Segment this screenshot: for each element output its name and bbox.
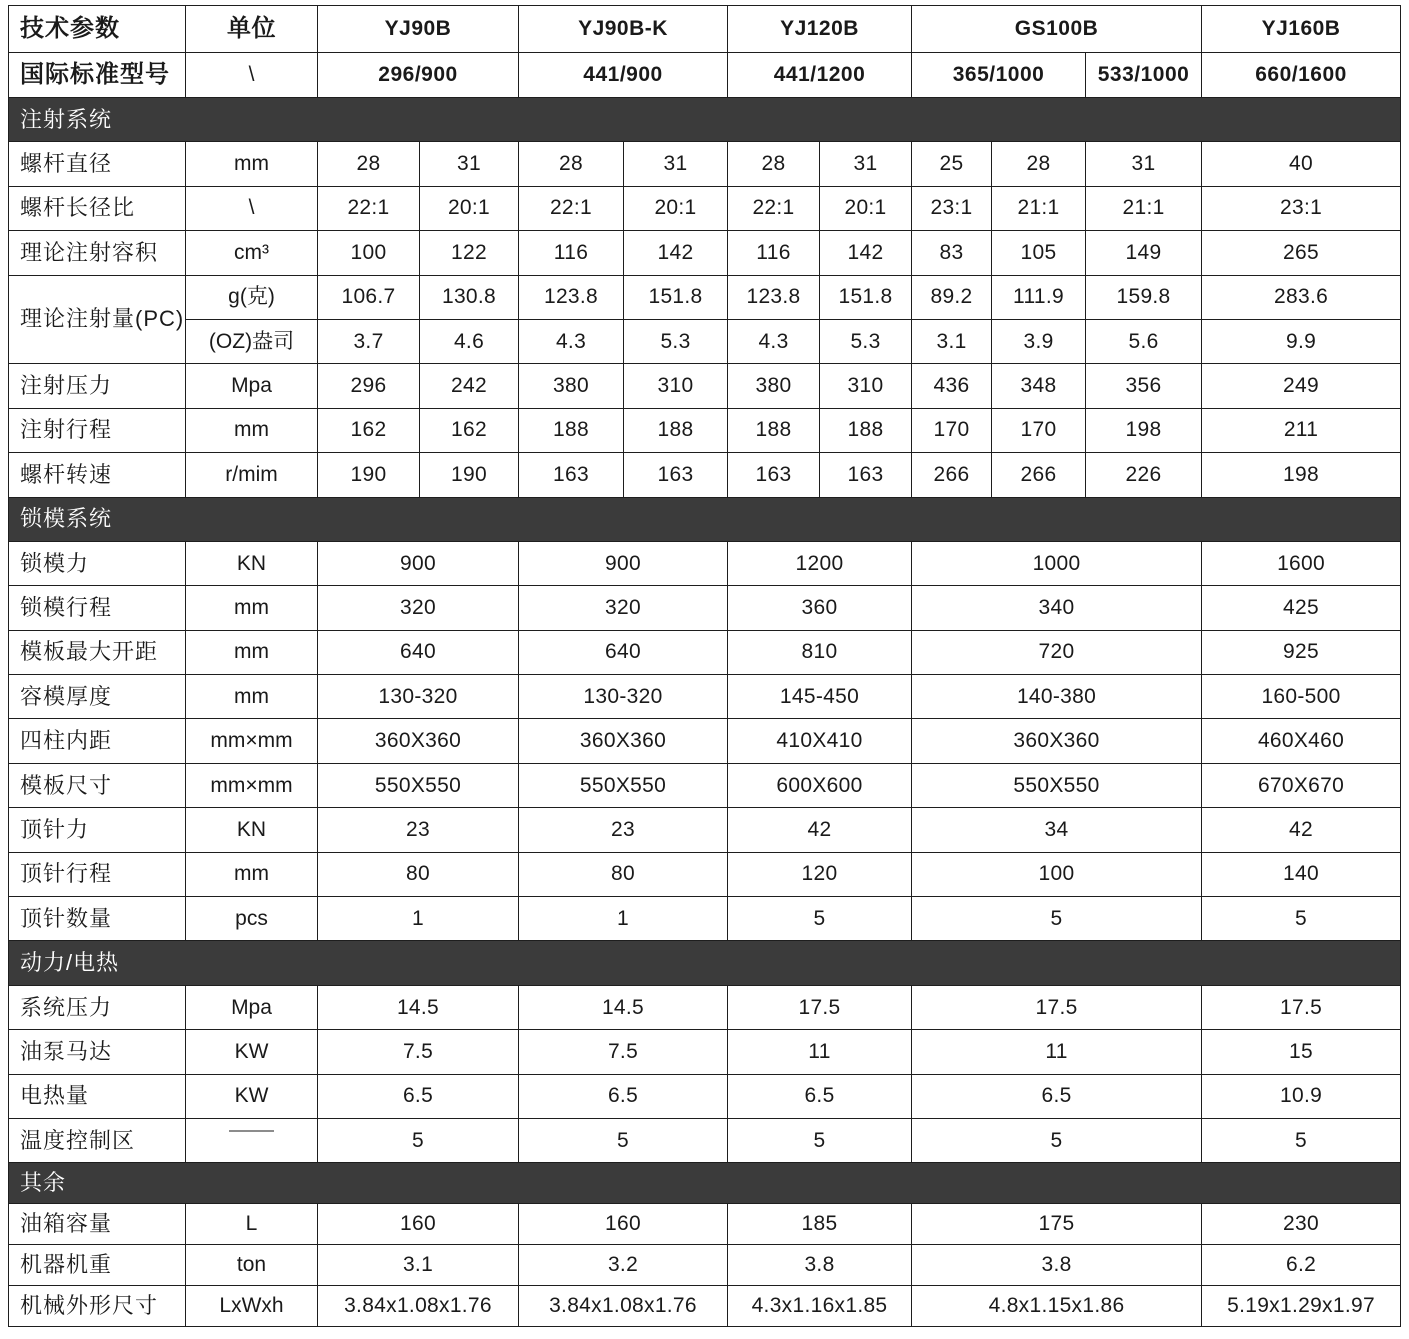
model-name-yj120b: YJ120B [728, 6, 912, 53]
value-cell: 6.2 [1202, 1245, 1401, 1286]
value-cell: 14.5 [519, 985, 728, 1029]
value-cell: 6.5 [912, 1074, 1202, 1118]
value-cell: 925 [1202, 630, 1401, 674]
value-cell: 160 [519, 1204, 728, 1245]
value-cell: 6.5 [519, 1074, 728, 1118]
standard-code: 441/1200 [728, 53, 912, 98]
unit-cell: pcs [186, 897, 318, 941]
value-cell: 28 [318, 142, 420, 186]
value-cell: 3.9 [992, 319, 1086, 363]
value-cell: 17.5 [912, 985, 1202, 1029]
unit-cell: (OZ)盎司 [186, 319, 318, 363]
value-cell: 211 [1202, 408, 1401, 452]
spec-row [9, 541, 1401, 585]
unit-cell: Mpa [186, 364, 318, 408]
unit-cell: mm×mm [186, 763, 318, 807]
value-cell: 140-380 [912, 675, 1202, 719]
value-cell: 188 [820, 408, 912, 452]
value-cell: 175 [912, 1204, 1202, 1245]
value-cell: 162 [420, 408, 519, 452]
value-cell: 17.5 [728, 985, 912, 1029]
value-cell: 170 [912, 408, 992, 452]
row-label: 机器机重 [9, 1245, 186, 1286]
row-label: 注射行程 [9, 408, 186, 452]
value-cell: 900 [318, 541, 519, 585]
value-cell: 356 [1086, 364, 1202, 408]
value-cell: 190 [318, 453, 420, 497]
value-cell: 550X550 [519, 763, 728, 807]
value-cell: 111.9 [992, 275, 1086, 319]
unit-cell: KW [186, 1074, 318, 1118]
value-cell: 810 [728, 630, 912, 674]
standard-code: 660/1600 [1202, 53, 1401, 98]
value-cell: 80 [519, 852, 728, 896]
value-cell: 163 [519, 453, 624, 497]
value-cell: 1200 [728, 541, 912, 585]
unit-cell: mm [186, 586, 318, 630]
value-cell: 130-320 [519, 675, 728, 719]
value-cell: 170 [992, 408, 1086, 452]
value-cell: 3.2 [519, 1245, 728, 1286]
value-cell: 6.5 [318, 1074, 519, 1118]
unit-cell: LxWxh [186, 1286, 318, 1327]
model-name-yj90b: YJ90B [318, 6, 519, 53]
row-label: 模板最大开距 [9, 630, 186, 674]
row-label: 系统压力 [9, 985, 186, 1029]
value-cell: 162 [318, 408, 420, 452]
row-label: 锁模行程 [9, 586, 186, 630]
value-cell: 80 [318, 852, 519, 896]
value-cell: 116 [519, 231, 624, 275]
value-cell: 7.5 [318, 1030, 519, 1074]
unit-header: 单位 [186, 6, 318, 53]
spec-row [9, 453, 1401, 497]
value-cell: 4.3x1.16x1.85 [728, 1286, 912, 1327]
spec-row [9, 275, 1401, 319]
value-cell: 122 [420, 231, 519, 275]
model-name-gs100b: GS100B [912, 6, 1202, 53]
row-label: 螺杆转速 [9, 453, 186, 497]
unit-cell: mm [186, 408, 318, 452]
value-cell: 14.5 [318, 985, 519, 1029]
value-cell: 1000 [912, 541, 1202, 585]
value-cell: 380 [519, 364, 624, 408]
value-cell: 198 [1086, 408, 1202, 452]
row-label: 理论注射容积 [9, 231, 186, 275]
section-row [9, 1163, 1401, 1204]
standard-model-header: 国际标准型号 [9, 53, 186, 98]
spec-row [9, 231, 1401, 275]
value-cell: 100 [318, 231, 420, 275]
value-cell: 185 [728, 1204, 912, 1245]
value-cell: 163 [624, 453, 728, 497]
value-cell: 23 [519, 808, 728, 852]
value-cell: 23:1 [1202, 186, 1401, 230]
value-cell: 22:1 [519, 186, 624, 230]
section-row [9, 98, 1401, 142]
model-header-row [9, 6, 1401, 53]
spec-row [9, 1074, 1401, 1118]
value-cell: 160 [318, 1204, 519, 1245]
standard-code: 365/1000 [912, 53, 1086, 98]
value-cell: 130.8 [420, 275, 519, 319]
value-cell: 340 [912, 586, 1202, 630]
spec-row [9, 364, 1401, 408]
value-cell: 83 [912, 231, 992, 275]
unit-cell: KN [186, 808, 318, 852]
spec-row [9, 319, 1401, 363]
unit-cell: cm³ [186, 231, 318, 275]
value-cell: 23 [318, 808, 519, 852]
value-cell: 106.7 [318, 275, 420, 319]
value-cell: 1 [318, 897, 519, 941]
value-cell: 22:1 [728, 186, 820, 230]
value-cell: 265 [1202, 231, 1401, 275]
value-cell: 21:1 [1086, 186, 1202, 230]
value-cell: 34 [912, 808, 1202, 852]
value-cell: 410X410 [728, 719, 912, 763]
value-cell: 9.9 [1202, 319, 1401, 363]
value-cell: 5 [1202, 897, 1401, 941]
model-name-yj160b: YJ160B [1202, 6, 1401, 53]
value-cell: 3.8 [728, 1245, 912, 1286]
value-cell: 116 [728, 231, 820, 275]
row-label: 电热量 [9, 1074, 186, 1118]
value-cell: 3.1 [318, 1245, 519, 1286]
value-cell: 380 [728, 364, 820, 408]
section-header: 锁模系统 [9, 497, 1401, 541]
value-cell: 6.5 [728, 1074, 912, 1118]
spec-row [9, 630, 1401, 674]
value-cell: 145-450 [728, 675, 912, 719]
value-cell: 640 [318, 630, 519, 674]
spec-table [8, 5, 1401, 1327]
value-cell: 31 [420, 142, 519, 186]
value-cell: 28 [519, 142, 624, 186]
value-cell: 5 [728, 897, 912, 941]
value-cell: 5 [728, 1118, 912, 1162]
row-label: 四柱内距 [9, 719, 186, 763]
value-cell: 142 [624, 231, 728, 275]
unit-cell: r/mim [186, 453, 318, 497]
unit-cell: g(克) [186, 275, 318, 319]
value-cell: 188 [519, 408, 624, 452]
value-cell: 3.7 [318, 319, 420, 363]
value-cell: 105 [992, 231, 1086, 275]
value-cell: 31 [624, 142, 728, 186]
value-cell: 5 [1202, 1118, 1401, 1162]
standard-code: 296/900 [318, 53, 519, 98]
value-cell: 31 [820, 142, 912, 186]
spec-row [9, 1204, 1401, 1245]
value-cell: 360X360 [318, 719, 519, 763]
value-cell: 283.6 [1202, 275, 1401, 319]
value-cell: 600X600 [728, 763, 912, 807]
value-cell: 5 [519, 1118, 728, 1162]
value-cell: 226 [1086, 453, 1202, 497]
section-header: 注射系统 [9, 98, 1401, 142]
row-label: 顶针数量 [9, 897, 186, 941]
value-cell: 4.8x1.15x1.86 [912, 1286, 1202, 1327]
spec-row [9, 719, 1401, 763]
value-cell: 5.3 [624, 319, 728, 363]
value-cell: 151.8 [820, 275, 912, 319]
value-cell: 5 [912, 897, 1202, 941]
value-cell: 7.5 [519, 1030, 728, 1074]
value-cell: 348 [992, 364, 1086, 408]
value-cell: 163 [820, 453, 912, 497]
unit-cell: mm [186, 675, 318, 719]
value-cell: 670X670 [1202, 763, 1401, 807]
value-cell: 15 [1202, 1030, 1401, 1074]
value-cell: 5.3 [820, 319, 912, 363]
value-cell: 149 [1086, 231, 1202, 275]
value-cell: 188 [624, 408, 728, 452]
value-cell: 28 [728, 142, 820, 186]
value-cell: 21:1 [992, 186, 1086, 230]
value-cell: 3.84x1.08x1.76 [519, 1286, 728, 1327]
spec-row [9, 852, 1401, 896]
model-name-yj90b-k: YJ90B-K [519, 6, 728, 53]
value-cell: 3.8 [912, 1245, 1202, 1286]
row-label: 螺杆长径比 [9, 186, 186, 230]
spec-row [9, 808, 1401, 852]
value-cell: 436 [912, 364, 992, 408]
value-cell: 20:1 [820, 186, 912, 230]
spec-row [9, 763, 1401, 807]
value-cell: 40 [1202, 142, 1401, 186]
unit-cell: ton [186, 1245, 318, 1286]
spec-row [9, 408, 1401, 452]
value-cell: 5.6 [1086, 319, 1202, 363]
spec-row [9, 186, 1401, 230]
value-cell: 900 [519, 541, 728, 585]
section-header: 其余 [9, 1163, 1401, 1204]
unit-cell: Mpa [186, 985, 318, 1029]
unit-cell: L [186, 1204, 318, 1245]
section-header: 动力/电热 [9, 941, 1401, 985]
value-cell: 100 [912, 852, 1202, 896]
section-row [9, 941, 1401, 985]
value-cell: 320 [519, 586, 728, 630]
value-cell: 151.8 [624, 275, 728, 319]
unit-cell: ——— [186, 1118, 318, 1162]
row-label: 容模厚度 [9, 675, 186, 719]
value-cell: 320 [318, 586, 519, 630]
unit-cell: KW [186, 1030, 318, 1074]
value-cell: 310 [624, 364, 728, 408]
row-label: 注射压力 [9, 364, 186, 408]
row-label: 机械外形尺寸 [9, 1286, 186, 1327]
standard-model-row [9, 53, 1401, 98]
value-cell: 159.8 [1086, 275, 1202, 319]
spec-row [9, 1245, 1401, 1286]
value-cell: 140 [1202, 852, 1401, 896]
row-label: 油箱容量 [9, 1204, 186, 1245]
value-cell: 5.19x1.29x1.97 [1202, 1286, 1401, 1327]
row-label: 理论注射量(PC) [9, 275, 186, 364]
value-cell: 249 [1202, 364, 1401, 408]
value-cell: 25 [912, 142, 992, 186]
value-cell: 3.1 [912, 319, 992, 363]
value-cell: 28 [992, 142, 1086, 186]
value-cell: 123.8 [728, 275, 820, 319]
row-label: 锁模力 [9, 541, 186, 585]
row-label: 油泵马达 [9, 1030, 186, 1074]
value-cell: 310 [820, 364, 912, 408]
unit-cell: mm [186, 852, 318, 896]
unit-cell: mm [186, 142, 318, 186]
spec-row [9, 985, 1401, 1029]
value-cell: 20:1 [624, 186, 728, 230]
spec-table-body [9, 6, 1401, 1327]
value-cell: 296 [318, 364, 420, 408]
standard-code: 533/1000 [1086, 53, 1202, 98]
value-cell: 123.8 [519, 275, 624, 319]
value-cell: 89.2 [912, 275, 992, 319]
value-cell: 42 [728, 808, 912, 852]
value-cell: 20:1 [420, 186, 519, 230]
value-cell: 160-500 [1202, 675, 1401, 719]
row-label: 温度控制区 [9, 1118, 186, 1162]
spec-row [9, 1118, 1401, 1162]
value-cell: 188 [728, 408, 820, 452]
value-cell: 4.3 [519, 319, 624, 363]
value-cell: 130-320 [318, 675, 519, 719]
value-cell: 550X550 [318, 763, 519, 807]
value-cell: 550X550 [912, 763, 1202, 807]
value-cell: 10.9 [1202, 1074, 1401, 1118]
value-cell: 5 [318, 1118, 519, 1162]
value-cell: 5 [912, 1118, 1202, 1162]
spec-row [9, 897, 1401, 941]
row-label: 螺杆直径 [9, 142, 186, 186]
param-header: 技术参数 [9, 6, 186, 53]
value-cell: 17.5 [1202, 985, 1401, 1029]
value-cell: 1 [519, 897, 728, 941]
row-label: 顶针行程 [9, 852, 186, 896]
row-label: 模板尺寸 [9, 763, 186, 807]
value-cell: 22:1 [318, 186, 420, 230]
standard-unit: \ [186, 53, 318, 98]
row-label: 顶针力 [9, 808, 186, 852]
value-cell: 360X360 [912, 719, 1202, 763]
value-cell: 198 [1202, 453, 1401, 497]
value-cell: 4.3 [728, 319, 820, 363]
value-cell: 190 [420, 453, 519, 497]
value-cell: 163 [728, 453, 820, 497]
value-cell: 31 [1086, 142, 1202, 186]
value-cell: 4.6 [420, 319, 519, 363]
unit-cell: mm×mm [186, 719, 318, 763]
value-cell: 120 [728, 852, 912, 896]
value-cell: 425 [1202, 586, 1401, 630]
spec-row [9, 142, 1401, 186]
spec-row [9, 1030, 1401, 1074]
value-cell: 242 [420, 364, 519, 408]
value-cell: 1600 [1202, 541, 1401, 585]
value-cell: 360X360 [519, 719, 728, 763]
value-cell: 3.84x1.08x1.76 [318, 1286, 519, 1327]
value-cell: 460X460 [1202, 719, 1401, 763]
value-cell: 360 [728, 586, 912, 630]
value-cell: 266 [912, 453, 992, 497]
unit-cell: \ [186, 186, 318, 230]
value-cell: 11 [912, 1030, 1202, 1074]
standard-code: 441/900 [519, 53, 728, 98]
spec-row [9, 675, 1401, 719]
spec-row [9, 586, 1401, 630]
section-row [9, 497, 1401, 541]
value-cell: 42 [1202, 808, 1401, 852]
value-cell: 266 [992, 453, 1086, 497]
value-cell: 142 [820, 231, 912, 275]
unit-cell: KN [186, 541, 318, 585]
value-cell: 23:1 [912, 186, 992, 230]
value-cell: 720 [912, 630, 1202, 674]
value-cell: 640 [519, 630, 728, 674]
unit-cell: mm [186, 630, 318, 674]
spec-row [9, 1286, 1401, 1327]
value-cell: 11 [728, 1030, 912, 1074]
value-cell: 230 [1202, 1204, 1401, 1245]
